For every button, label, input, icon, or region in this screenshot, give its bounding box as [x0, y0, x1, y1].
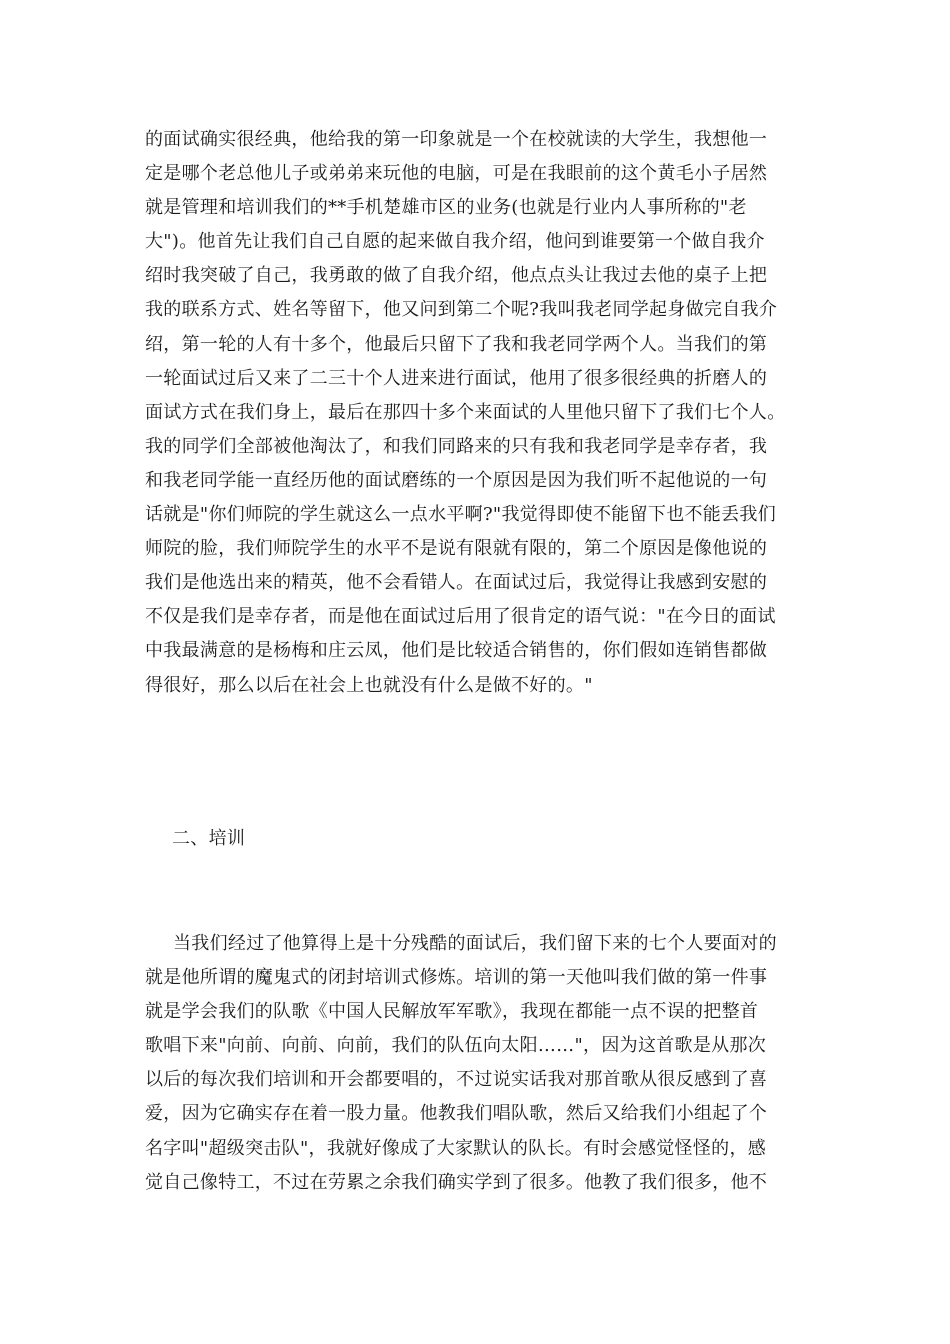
- text-line: 当我们经过了他算得上是十分残酷的面试后，我们留下来的七个人要面对的: [173, 933, 777, 954]
- text-line: 我们是他选出来的精英，他不会看错人。在面试过后，我觉得让我感到安慰的: [145, 572, 768, 594]
- text-line: 的面试确实很经典，他给我的第一印象就是一个在校就读的大学生，我想他一: [145, 129, 768, 150]
- text-line: 不仅是我们是幸存者，而是他在面试过后用了很肯定的语气说："在今日的面试: [145, 606, 776, 628]
- text-line: 以后的每次我们培训和开会都要唱的，不过说实话我对那首歌从很反感到了喜: [145, 1069, 768, 1091]
- text-line: 爱，因为它确实存在着一股力量。他教我们唱队歌，然后又给我们小组起了个: [145, 1103, 768, 1125]
- text-line: 中我最满意的是杨梅和庄云凤，他们是比较适合销售的，你们假如连销售都做: [145, 640, 768, 662]
- text-line: 话就是"你们师院的学生就这么一点水平啊?"我觉得即使不能留下也不能丢我们: [145, 504, 777, 526]
- text-line: 我的联系方式、姓名等留下，他又问到第二个呢?我叫我老同学起身做完自我介: [145, 299, 778, 321]
- text-line: 得很好，那么以后在社会上也就没有什么是做不好的。": [145, 674, 593, 696]
- text-line: 大")。他首先让我们自己自愿的起来做自我介绍，他问到谁要第一个做自我介: [145, 231, 765, 253]
- text-line: 定是哪个老总他儿子或弟弟来玩他的电脑，可是在我眼前的这个黄毛小子居然: [145, 163, 768, 185]
- text-line: 和我老同学能一直经历他的面试磨练的一个原因是因为我们听不起他说的一句: [145, 469, 768, 491]
- text-line: 就是他所谓的魔鬼式的闭封培训式修炼。培训的第一天他叫我们做的第一件事: [145, 967, 768, 989]
- text-line: 一轮面试过后又来了二三十个人进来进行面试，他用了很多很经典的折磨人的: [145, 367, 768, 389]
- text-line: 就是学会我们的队歌《中国人民解放军军歌》，我现在都能一点不误的把整首: [145, 1001, 759, 1023]
- text-line: 面试方式在我们身上，最后在那四十多个来面试的人里他只留下了我们七个人。: [145, 401, 786, 423]
- text-line: 觉自己像特工，不过在劳累之余我们确实学到了很多。他教了我们很多，他不: [145, 1171, 768, 1193]
- text-line: 我的同学们全部被他淘汰了，和我们同路来的只有我和我老同学是幸存者，我: [145, 435, 768, 457]
- text-line: 名字叫"超级突击队"，我就好像成了大家默认的队长。有时会感觉怪怪的，感: [145, 1137, 767, 1159]
- text-line: 就是管理和培训我们的**手机楚雄市区的业务(也就是行业内人事所称的"老: [145, 197, 747, 219]
- text-line: 绍时我突破了自己，我勇敢的做了自我介绍，他点点头让我过去他的桌子上把: [145, 265, 768, 287]
- text-line: 绍，第一轮的人有十多个，他最后只留下了我和我老同学两个人。当我们的第: [145, 333, 768, 355]
- body-paragraph: [145, 123, 805, 703]
- body-paragraph: [145, 927, 805, 1200]
- text-line: 歌唱下来"向前、向前、向前，我们的队伍向太阳……"，因为这首歌是从那次: [145, 1035, 767, 1057]
- text-line: 师院的脸，我们师院学生的水平不是说有限就有限的，第二个原因是像他说的: [145, 538, 768, 560]
- section-heading: 二、培训: [172, 828, 246, 849]
